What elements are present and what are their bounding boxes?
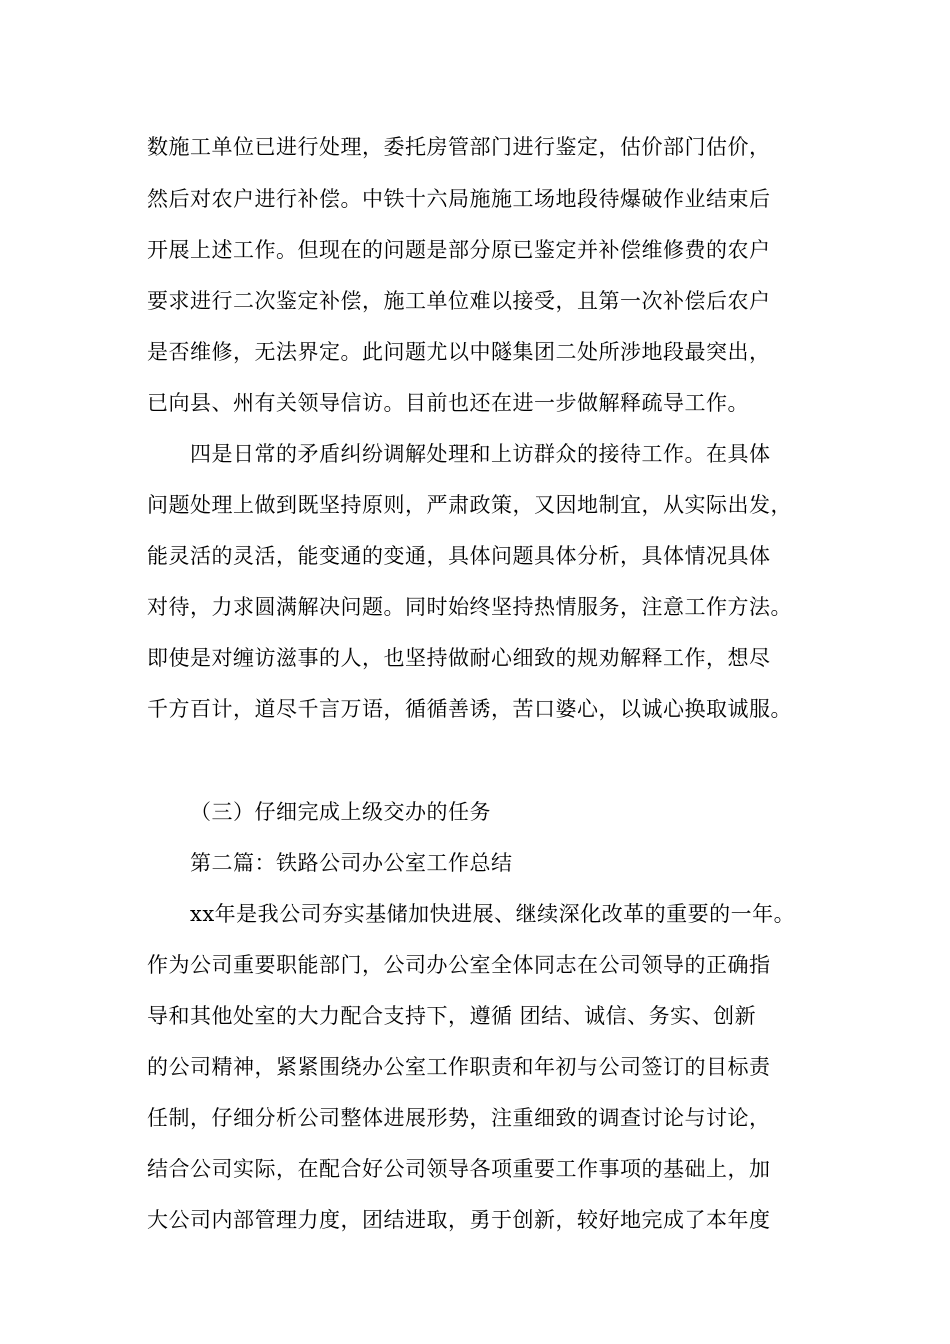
paragraph-line: 导和其他处室的大力配合支持下，遵循 团结、诚信、务实、创新 <box>147 1004 757 1028</box>
paragraph-line: 对待，力求圆满解决问题。同时始终坚持热情服务，注意工作方法。 <box>147 595 792 619</box>
paragraph-line: 是否维修，无法界定。此问题尤以中隧集团二处所涉地段最突出， <box>147 340 771 364</box>
paragraph-line: 作为公司重要职能部门，公司办公室全体同志在公司领导的正确指 <box>147 953 771 977</box>
paragraph-line: 要求进行二次鉴定补偿，施工单位难以接受，且第一次补偿后农户 <box>147 289 771 313</box>
paragraph-line: 能灵活的灵活，能变通的变通，具体问题具体分析，具体情况具体 <box>147 544 771 568</box>
paragraph-line: 千方百计，道尽千言万语，循循善诱，苦口婆心，以诚心换取诚服。 <box>147 697 792 721</box>
paragraph-line: 然后对农户进行补偿。中铁十六局施施工场地段待爆破作业结束后 <box>147 187 771 211</box>
paragraph-line: 数施工单位已进行处理，委托房管部门进行鉴定，估价部门估价， <box>147 135 771 159</box>
paragraph-line: xx年是我公司夯实基储加快进展、继续深化改革的重要的一年。 <box>190 902 796 926</box>
paragraph-line: 已向县、州有关领导信访。目前也还在进一步做解释疏导工作。 <box>147 391 749 415</box>
article-title: 第二篇：铁路公司办公室工作总结 <box>190 851 513 875</box>
paragraph-line: 的公司精神，紧紧围绕办公室工作职责和年初与公司签订的目标责 <box>147 1055 771 1079</box>
paragraph-line: 任制，仔细分析公司整体进展形势，注重细致的调查讨论与讨论， <box>147 1106 771 1130</box>
section-heading: （三）仔细完成上级交办的任务 <box>190 800 491 824</box>
paragraph-line: 开展上述工作。但现在的问题是部分原已鉴定并补偿维修费的农户 <box>147 238 771 262</box>
paragraph-line: 大公司内部管理力度，团结进取，勇于创新，较好地完成了本年度 <box>147 1208 771 1232</box>
paragraph-line: 问题处理上做到既坚持原则，严肃政策，又因地制宜，从实际出发， <box>147 493 792 517</box>
paragraph-line: 四是日常的矛盾纠纷调解处理和上访群众的接待工作。在具体 <box>190 442 771 466</box>
paragraph-line: 即使是对缠访滋事的人，也坚持做耐心细致的规劝解释工作，想尽 <box>147 646 771 670</box>
paragraph-line: 结合公司实际，在配合好公司领导各项重要工作事项的基础上，加 <box>147 1157 771 1181</box>
